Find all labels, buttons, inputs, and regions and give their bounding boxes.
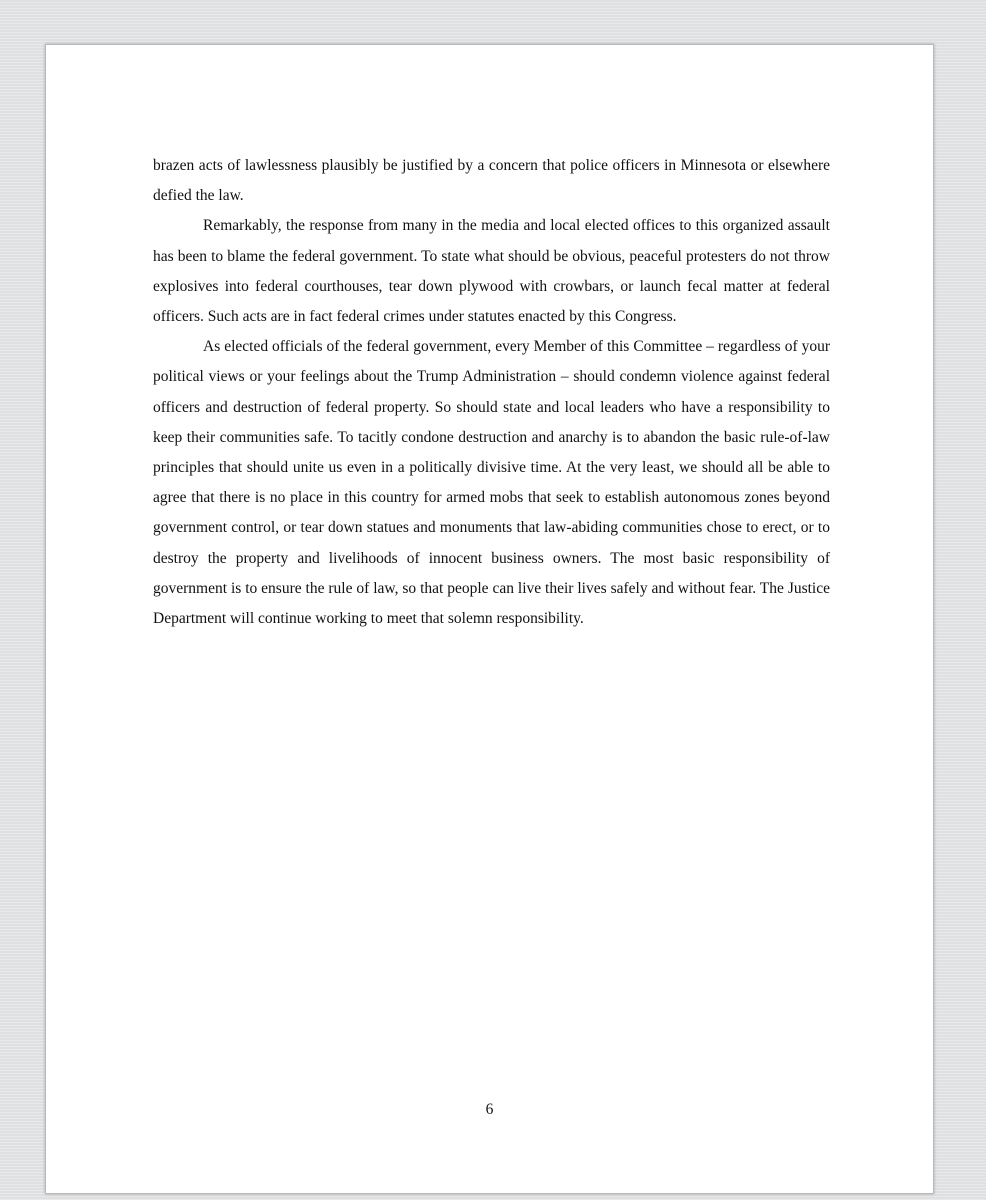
document-page [45,44,934,1194]
page-number: 6 [485,1101,494,1118]
paragraph-media-response: Remarkably, the response from many in the media and local elected offices to this organized assault has been to blame the federal government. To state what should be obvious, peaceful protesters do not throw explosives into federal courthouses, tear down plywood with crowbars, or launch fecal matter at federal officers. Such acts are in fact federal crimes under statutes enacted by this Congress. [153,217,830,326]
paragraph-continuation: brazen acts of lawlessness plausibly be justified by a concern that police officers in Minnesota or elsewhere defied the law. [153,157,830,205]
page-body [153,151,830,634]
paragraph-committee-appeal: As elected officials of the federal government, every Member of this Committee – regardless of your political views or your feelings about the Trump Administration – should condemn violence against federal officers and destruction of federal property. So should state and local leaders who have a responsibility to keep their communities safe. To tacitly condone destruction and anarchy is to abandon the basic rule-of-law principles that should unite us even in a politically divisive time. At the very least, we should all be able to agree that there is no place in this country for armed mobs that seek to establish autonomous zones beyond government control, or tear down statues and monuments that law-abiding communities chose to erect, or to destroy the property and livelihoods of innocent business owners. The most basic responsibility of government is to ensure the rule of law, so that people can live their lives safely and without fear. The Justice Department will continue working to meet that solemn responsibility. [153,338,830,628]
